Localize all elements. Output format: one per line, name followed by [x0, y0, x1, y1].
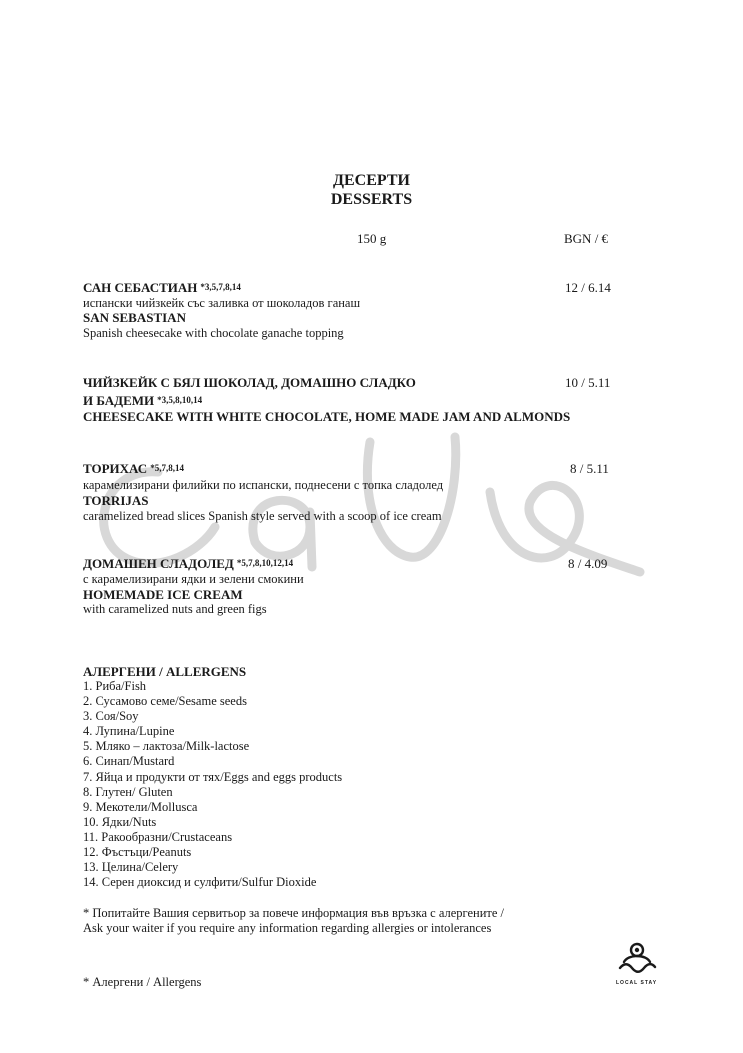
- allergen-code: *3,5,7,8,14: [200, 282, 241, 292]
- title-bg: ДЕСЕРТИ: [333, 172, 410, 189]
- item-name-en: SAN SEBASTIAN: [83, 310, 186, 325]
- allergen-item: 13. Целина/Celery: [83, 860, 179, 875]
- item-name-en: TORRIJAS: [83, 493, 149, 508]
- allergen-item: 10. Ядки/Nuts: [83, 814, 157, 829]
- item-desc-en: Spanish cheesecake with chocolate ganache topping: [83, 326, 344, 340]
- title-en: DESSERTS: [330, 191, 413, 208]
- footer-allergens-note: * Алергени / Allergens: [83, 975, 202, 989]
- allergen-item: 12. Фъстъци/Peanuts: [83, 845, 192, 860]
- allergy-note-en: Ask your waiter if you require any information regarding allergies or intolerances: [83, 921, 492, 935]
- item-name-bg: ТОРИХАС *5,7,8,14: [83, 461, 184, 476]
- allergen-item: 2. Сусамово семе/Sesame seeds: [83, 694, 247, 709]
- item-name-en: CHEESECAKE WITH WHITE CHOCOLATE, HOME MADE JAM AND ALMONDS: [83, 409, 571, 424]
- item-price: 12 / 6.14: [565, 280, 611, 295]
- allergen-item: 8. Глутен/ Gluten: [83, 784, 173, 799]
- allergen-item: 9. Мекотели/Mollusca: [83, 799, 198, 814]
- allergen-item: 14. Серен диоксид и сулфити/Sulfur Dioxide: [83, 875, 317, 890]
- allergen-code: *5,7,8,14: [150, 463, 184, 473]
- item-name-bg: ЧИЙЗКЕЙК С БЯЛ ШОКОЛАД, ДОМАШНО СЛАДКО: [83, 375, 416, 390]
- item-name-bg-line2: И БАДЕМИ *3,5,8,10,14: [83, 393, 203, 408]
- item-name-bg: ДОМАШЕН СЛАДОЛЕД *5,7,8,10,12,14: [83, 556, 294, 571]
- allergen-item: 7. Яйца и продукти от тях/Eggs and eggs products: [83, 769, 343, 784]
- item-desc-bg: испански чийзкейк със заливка от шоколадов ганаш: [83, 296, 361, 310]
- allergen-item: 5. Мляко – лактоза/Milk-lactose: [83, 739, 250, 754]
- item-name-bg: САН СЕБАСТИАН *3,5,7,8,14: [83, 280, 241, 295]
- item-desc-en: caramelized bread slices Spanish style served with a scoop of ice cream: [83, 509, 442, 523]
- allergen-item: 11. Ракообразни/Crustaceans: [83, 829, 233, 844]
- allergens-list: [83, 679, 342, 890]
- allergen-code: *5,7,8,10,12,14: [236, 558, 294, 568]
- allergen-item: 3. Соя/Soy: [83, 709, 139, 724]
- allergen-item: 1. Риба/Fish: [83, 679, 147, 693]
- allergens-heading: АЛЕРГЕНИ / ALLERGENS: [83, 664, 247, 679]
- item-price: 10 / 5.11: [565, 375, 611, 390]
- allergen-code: *3,5,8,10,14: [157, 395, 203, 405]
- item-desc-bg: с карамелизирани ядки и зелени смокини: [83, 572, 304, 586]
- portion-header: 150 g: [357, 231, 387, 246]
- allergen-item: 4. Лупина/Lupine: [83, 724, 175, 739]
- currency-header: BGN / €: [564, 231, 609, 246]
- item-name-en: HOMEMADE ICE CREAM: [83, 587, 243, 602]
- item-price: 8 / 5.11: [570, 461, 609, 476]
- item-price: 8 / 4.09: [568, 556, 608, 571]
- item-desc-en: with caramelized nuts and green figs: [83, 602, 267, 616]
- allergy-note-bg: * Попитайте Вашия сервитьор за повече информация във връзка с алергените /: [83, 906, 505, 920]
- logo-text: LOCAL STAY: [616, 980, 658, 986]
- item-desc-bg: карамелизирани филийки по испански, поднесени с топка сладолед: [83, 478, 444, 492]
- allergen-item: 6. Синап/Mustard: [83, 754, 175, 769]
